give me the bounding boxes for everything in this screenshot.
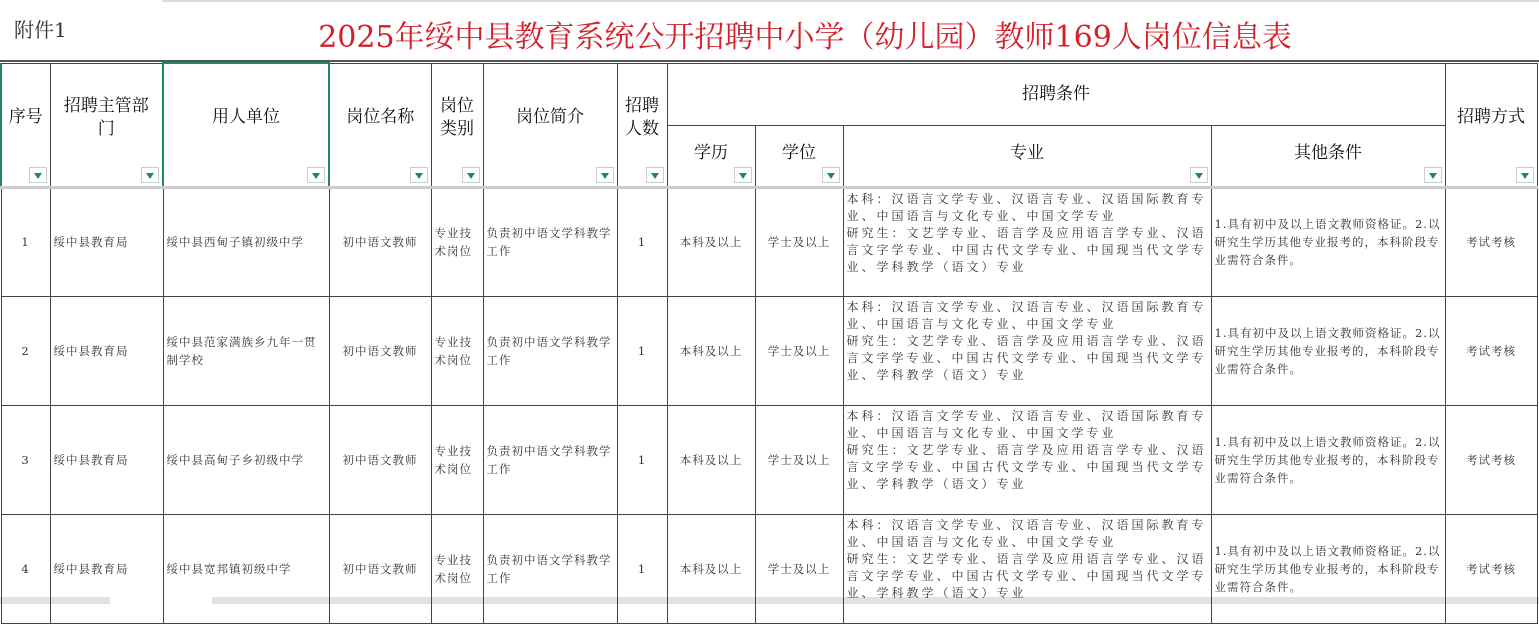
- header-label: 专业: [1010, 143, 1044, 163]
- cell-count[interactable]: 1: [617, 514, 667, 623]
- header-count[interactable]: [617, 63, 667, 187]
- cell-method[interactable]: 考试考核: [1445, 296, 1537, 405]
- divider: [162, 0, 1539, 2]
- cell-dept[interactable]: 绥中县教育局: [50, 187, 163, 296]
- cell-degree[interactable]: 学士及以上: [755, 187, 843, 296]
- cell-post-name[interactable]: 初中语文教师: [329, 187, 431, 296]
- cell-education[interactable]: 本科及以上: [667, 514, 755, 623]
- cell-post-type[interactable]: 专业技术岗位: [431, 405, 483, 514]
- header-label: 招聘方式: [1457, 107, 1525, 127]
- filter-dropdown-icon[interactable]: [596, 167, 614, 183]
- cell-degree[interactable]: 学士及以上: [755, 405, 843, 514]
- table-row: [1, 296, 1537, 405]
- cell-seq[interactable]: 4: [1, 514, 50, 623]
- filter-dropdown-icon[interactable]: [29, 167, 47, 183]
- table-row: [1, 514, 1537, 623]
- header-education[interactable]: [667, 125, 755, 187]
- cell-major[interactable]: 本科：汉语言文学专业、汉语言专业、汉语国际教育专业、中国语言与文化专业、中国文学专业 研究生：文艺学专业、语言学及应用语言学专业、汉语言文字学专业、中国古代文学专业、中国现当代文学专业、学科教学（语文）专业: [843, 514, 1211, 623]
- table-row: [1, 187, 1537, 296]
- cell-seq[interactable]: 2: [1, 296, 50, 405]
- header-label: 岗位名称: [346, 107, 415, 127]
- title-row: [0, 0, 1539, 62]
- cell-post-desc[interactable]: 负责初中语文学科教学工作: [483, 187, 617, 296]
- cell-other[interactable]: 1.具有初中及以上语文教师资格证。2.以研究生学历其他专业报考的，本科阶段专业需符合条件。: [1211, 187, 1445, 296]
- cell-degree[interactable]: 学士及以上: [755, 514, 843, 623]
- header-label: 招聘主管部门: [63, 95, 149, 139]
- cell-post-type[interactable]: 专业技术岗位: [431, 296, 483, 405]
- filter-dropdown-icon[interactable]: [307, 167, 325, 183]
- cell-dept[interactable]: 绥中县教育局: [50, 514, 163, 623]
- cell-method[interactable]: 考试考核: [1445, 514, 1537, 623]
- cell-post-type[interactable]: 专业技术岗位: [431, 187, 483, 296]
- cell-other[interactable]: 1.具有初中及以上语文教师资格证。2.以研究生学历其他专业报考的，本科阶段专业需符合条件。: [1211, 514, 1445, 623]
- cell-post-desc[interactable]: 负责初中语文学科教学工作: [483, 405, 617, 514]
- header-major[interactable]: [843, 125, 1211, 187]
- filter-dropdown-icon[interactable]: [462, 167, 480, 183]
- header-label: 岗位简介: [516, 107, 584, 127]
- cell-post-desc[interactable]: 负责初中语文学科教学工作: [483, 514, 617, 623]
- filter-dropdown-icon[interactable]: [822, 167, 840, 183]
- table-row: [1, 405, 1537, 514]
- cell-major[interactable]: 本科：汉语言文学专业、汉语言专业、汉语国际教育专业、中国语言与文化专业、中国文学专业 研究生：文艺学专业、语言学及应用语言学专业、汉语言文字学专业、中国古代文学专业、中国现当代文学专业、学科教学（语文）专业: [843, 405, 1211, 514]
- filter-dropdown-icon[interactable]: [1424, 167, 1442, 183]
- header-seq[interactable]: [1, 63, 50, 187]
- header-method[interactable]: [1445, 63, 1537, 187]
- cell-major[interactable]: 本科：汉语言文学专业、汉语言专业、汉语国际教育专业、中国语言与文化专业、中国文学专业 研究生：文艺学专业、语言学及应用语言学专业、汉语言文字学专业、中国古代文学专业、中国现当代文学专业、学科教学（语文）专业: [843, 187, 1211, 296]
- cell-unit[interactable]: 绥中县西甸子镇初级中学: [163, 187, 329, 296]
- cell-education[interactable]: 本科及以上: [667, 296, 755, 405]
- filter-dropdown-icon[interactable]: [734, 167, 752, 183]
- cell-dept[interactable]: 绥中县教育局: [50, 296, 163, 405]
- cell-unit[interactable]: 绥中县范家满族乡九年一贯制学校: [163, 296, 329, 405]
- cell-unit[interactable]: 绥中县高甸子乡初级中学: [163, 405, 329, 514]
- cell-unit[interactable]: 绥中县宽邦镇初级中学: [163, 514, 329, 623]
- header-post-name[interactable]: [329, 63, 431, 187]
- filter-dropdown-icon[interactable]: [1516, 167, 1534, 183]
- cell-post-desc[interactable]: 负责初中语文学科教学工作: [483, 296, 617, 405]
- header-label: 学历: [694, 143, 728, 163]
- header-conditions: [667, 63, 1445, 125]
- header-label: 招聘人数: [625, 95, 659, 139]
- cell-count[interactable]: 1: [617, 187, 667, 296]
- filter-dropdown-icon[interactable]: [646, 167, 664, 183]
- cell-education[interactable]: 本科及以上: [667, 187, 755, 296]
- filter-dropdown-icon[interactable]: [410, 167, 428, 183]
- cell-post-name[interactable]: 初中语文教师: [329, 514, 431, 623]
- cell-count[interactable]: 1: [617, 296, 667, 405]
- cell-degree[interactable]: 学士及以上: [755, 296, 843, 405]
- cell-post-type[interactable]: 专业技术岗位: [431, 514, 483, 623]
- cell-count[interactable]: 1: [617, 405, 667, 514]
- cell-other[interactable]: 1.具有初中及以上语文教师资格证。2.以研究生学历其他专业报考的，本科阶段专业需符合条件。: [1211, 296, 1445, 405]
- header-unit[interactable]: [163, 63, 329, 187]
- cell-method[interactable]: 考试考核: [1445, 187, 1537, 296]
- header-label: 用人单位: [212, 107, 280, 128]
- header-label: 招聘条件: [1022, 83, 1090, 104]
- cell-major[interactable]: 本科：汉语言文学专业、汉语言专业、汉语国际教育专业、中国语言与文化专业、中国文学专业 研究生：文艺学专业、语言学及应用语言学专业、汉语言文字学专业、中国古代文学专业、中国现当代文学专业、学科教学（语文）专业: [843, 296, 1211, 405]
- sheet-title: 2025年绥中县教育系统公开招聘中小学（幼儿园）教师169人岗位信息表: [318, 20, 1292, 55]
- header-label: 序号: [8, 107, 43, 127]
- header-post-type[interactable]: [431, 63, 483, 187]
- header-label: 学位: [782, 143, 816, 163]
- header-other[interactable]: [1211, 125, 1445, 187]
- header-label: 其他条件: [1294, 143, 1362, 163]
- cell-post-name[interactable]: 初中语文教师: [329, 296, 431, 405]
- recruitment-table: [0, 62, 1538, 624]
- cell-dept[interactable]: 绥中县教育局: [50, 405, 163, 514]
- header-dept[interactable]: [50, 63, 163, 187]
- cell-method[interactable]: 考试考核: [1445, 405, 1537, 514]
- header-label: 岗位类别: [440, 95, 474, 139]
- cell-education[interactable]: 本科及以上: [667, 405, 755, 514]
- header-degree[interactable]: [755, 125, 843, 187]
- header-post-desc[interactable]: [483, 63, 617, 187]
- cell-post-name[interactable]: 初中语文教师: [329, 405, 431, 514]
- filter-dropdown-icon[interactable]: [1190, 167, 1208, 183]
- cell-other[interactable]: 1.具有初中及以上语文教师资格证。2.以研究生学历其他专业报考的，本科阶段专业需符合条件。: [1211, 405, 1445, 514]
- cell-seq[interactable]: 1: [1, 187, 50, 296]
- attachment-label: 附件1: [14, 18, 67, 42]
- cell-seq[interactable]: 3: [1, 405, 50, 514]
- filter-dropdown-icon[interactable]: [141, 167, 159, 183]
